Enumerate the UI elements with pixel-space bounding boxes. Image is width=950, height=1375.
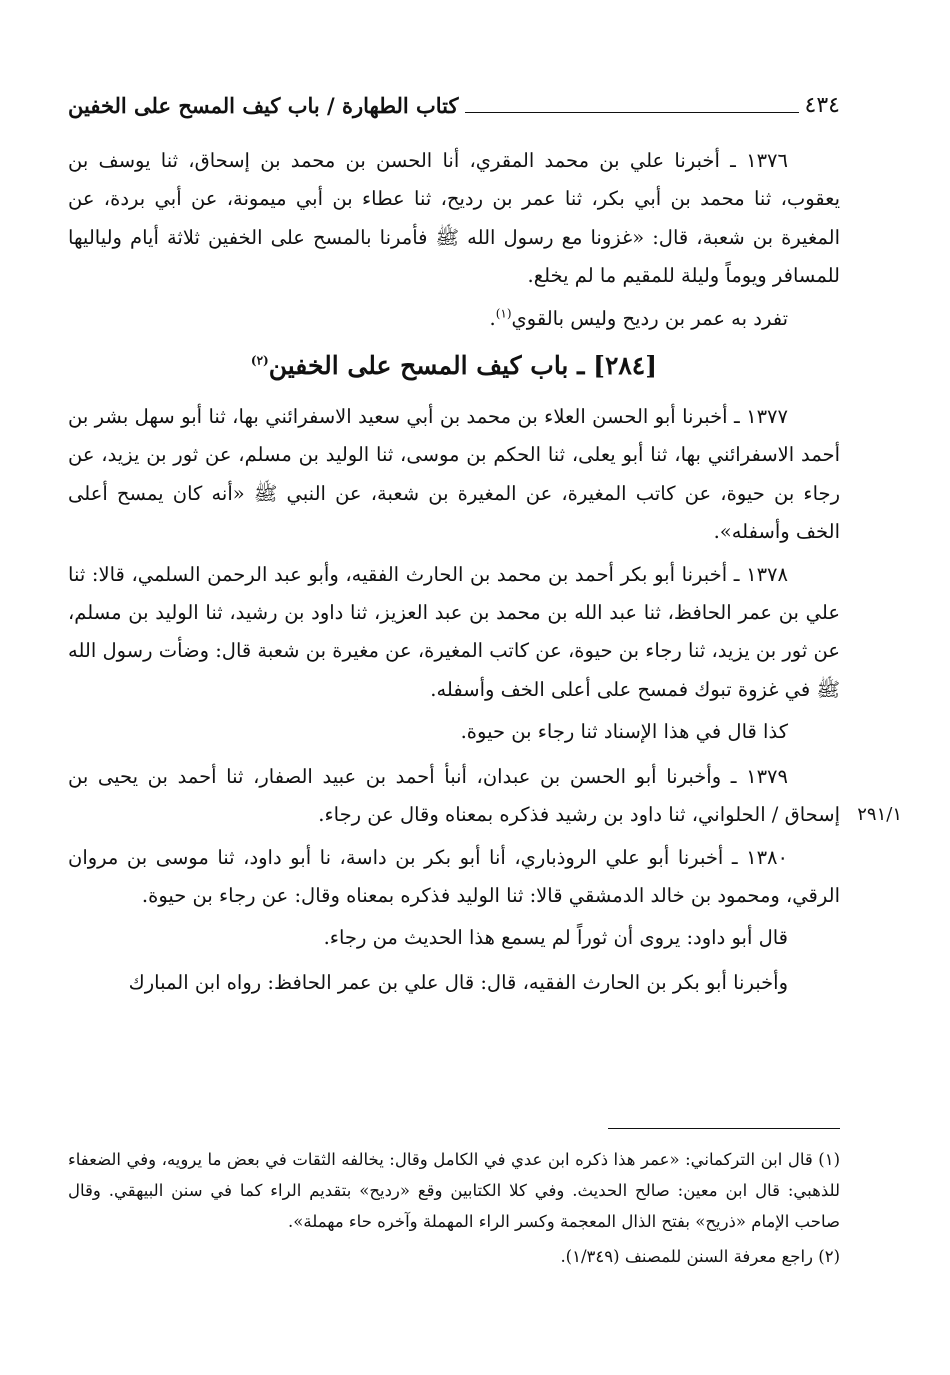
hadith-1379-text: ١٣٧٩ ـ وأخبرنا أبو الحسن بن عبدان، أنبأ أحمد بن عبيد الصفار، ثنا أحمد بن يحيى بن إسحاق / الحلواني، ثنا داود بن رشيد فذكره بمعناه وقال عن رجاء. [68, 764, 840, 827]
footnote-ref-1: (١) [495, 306, 512, 321]
comment-1376 [68, 300, 840, 338]
comment-1378: كذا قال في هذا الإسناد ثنا رجاء بن حيوة. [460, 720, 788, 744]
running-title: كتاب الطهارة / باب كيف المسح على الخفين [68, 92, 459, 118]
hadith-1376: ١٣٧٦ ـ أخبرنا علي بن محمد المقري، أنا الحسن بن محمد بن إسحاق، ثنا يوسف بن يعقوب، ثنا محمد بن أبي بكر، ثنا عمر بن رديح، ثنا عطاء بن أبي ميمونة، عن أبي بردة، عن المغيرة بن شعبة، قال: «غزونا مع رسول الله ﷺ فأمرنا بالمسح على الخفين ثلاثة أيام ولياليها للمسافر ويوماً وليلة للمقيم ما لم يخلع. [68, 149, 840, 288]
continuation-text: وأخبرنا أبو بكر بن الحارث الفقيه، قال: قال علي بن عمر الحافظ: رواه ابن المبارك [128, 970, 788, 994]
margin-reference: ٢٩١/١ [857, 803, 902, 825]
hadith-1379 [68, 758, 902, 835]
footnote-ref-2: (٢) [250, 353, 269, 368]
hadith-1380: ١٣٨٠ ـ أخبرنا أبو علي الروذباري، أنا أبو بكر بن داسة، نا أبو داود، ثنا موسى بن مروان الرقي، ومحمود بن خالد الدمشقي قالا: ثنا الوليد فذكره بمعناه وقال: عن رجاء بن حيوة. [68, 845, 840, 907]
footnotes [68, 1144, 840, 1276]
page-body [68, 142, 902, 1006]
running-header [68, 88, 840, 122]
hadith-1378: ١٣٧٨ ـ أخبرنا أبو بكر أحمد بن محمد بن الحارث الفقيه، وأبو عبد الرحمن السلمي، قالا: ثنا علي بن عمر الحافظ، ثنا عبد الله بن محمد بن عبد العزيز، ثنا داود بن رشيد، ثنا الوليد بن مسلم، عن ثور بن يزيد، ثنا رجاء بن حيوة، عن كاتب المغيرة، عن مغيرة بن شعبة قال: وضأت رسول الله ﷺ في غزوة تبوك فمسح على أعلى الخف وأسفله. [68, 562, 840, 701]
book-page [68, 0, 902, 1375]
hadith-1377: ١٣٧٧ ـ أخبرنا أبو الحسن العلاء بن محمد بن أبي سعيد الاسفرائني بها، ثنا أبو سهل بشر بن أحمد الاسفرائني بها، ثنا أبو يعلى، ثنا الحكم بن موسى، ثنا الوليد بن مسلم، عن ثور بن يزيد، عن رجاء بن حيوة، عن كاتب المغيرة، عن المغيرة بن شعبة، عن النبي ﷺ «أنه كان يمسح أعلى الخف وأسفله». [68, 405, 840, 544]
comment-end: . [489, 306, 496, 330]
footnote-separator [608, 1128, 840, 1129]
abu-dawud-comment: قال أبو داود: يروى أن ثوراً لم يسمع هذا الحديث من رجاء. [323, 926, 788, 950]
chapter-heading [68, 344, 840, 388]
header-rule [465, 112, 799, 113]
footnote-2: (٢) راجع معرفة السنن للمصنف (١/٣٤٩). [560, 1247, 840, 1266]
comment-text: تفرد به عمر بن رديح وليس بالقوي [511, 306, 788, 330]
page-number: ٤٣٤ [804, 92, 840, 118]
chapter-title: [٢٨٤] ـ باب كيف المسح على الخفين [268, 351, 658, 381]
footnote-1: (١) قال ابن التركماني: «عمر هذا ذكره ابن عدي في الكامل وقال: يخالفه الثقات في بعض ما يرويه، وفي الضعفاء للذهبي: قال ابن معين: صالح الحديث. وفي كلا الكتابين وقع «رديح» بتقديم الراء كما في سنن البيهقي. وقال صاحب الإمام «ذريح» بفتح الذال المعجمة وكسر الراء المهملة وآخره حاء مهملة». [68, 1150, 840, 1231]
